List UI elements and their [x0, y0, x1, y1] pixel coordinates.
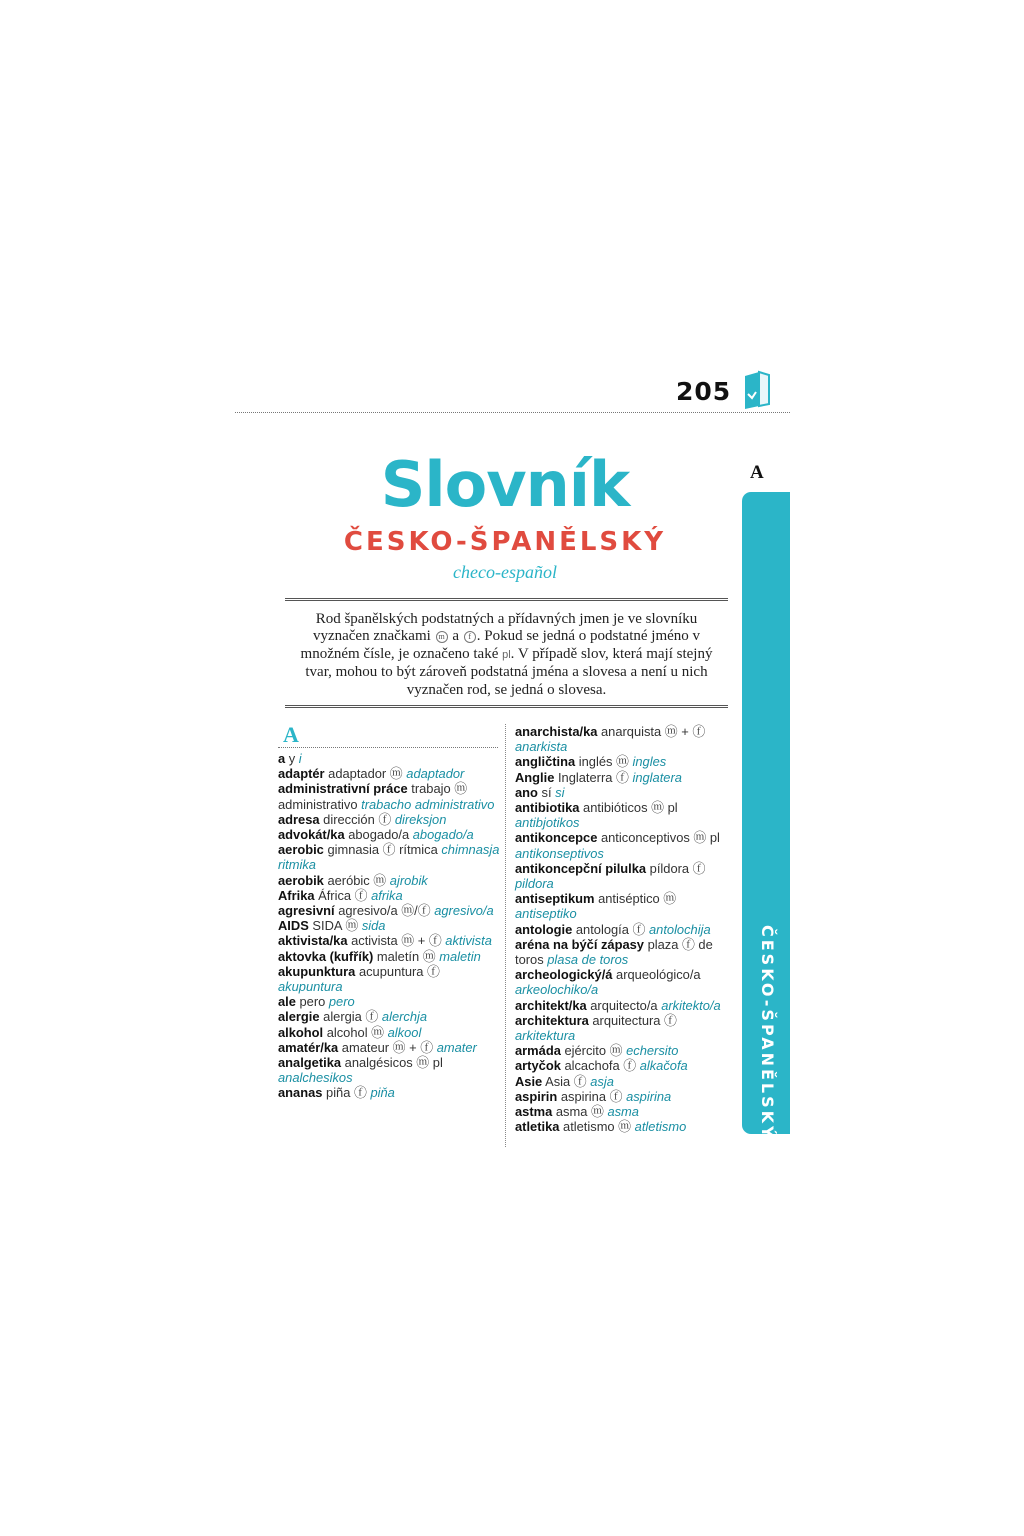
- dictionary-entry: [278, 873, 503, 888]
- entry-translation: SIDA ⓜ: [308, 918, 362, 934]
- dictionary-entry: [278, 964, 503, 994]
- entry-pronunciation: piňa: [370, 1085, 395, 1101]
- entry-translation: anarquista ⓜ + ⓕ: [597, 724, 706, 739]
- entry-pronunciation: inglatera: [632, 769, 682, 785]
- thumb-index-label: ČESKO-ŠPANĚLSKÝ: [758, 925, 777, 1141]
- dictionary-entry: [515, 967, 740, 997]
- dictionary-entry: [515, 1058, 740, 1073]
- dictionary-entry: [278, 1009, 503, 1024]
- section-divider: [278, 747, 498, 748]
- entry-headword: Asie: [515, 1073, 543, 1089]
- entry-headword: aktivista/ka: [278, 933, 348, 949]
- thumb-index-letter: A: [750, 462, 764, 483]
- entry-translation: acupuntura ⓕ: [355, 963, 440, 979]
- entry-pronunciation: akupuntura: [278, 979, 343, 995]
- entry-headword: archeologický/á: [515, 967, 613, 983]
- entry-headword: ano: [515, 784, 538, 800]
- entry-pronunciation: alkačofa: [639, 1058, 688, 1074]
- entry-translation: trabajo ⓜ administrativo: [278, 781, 468, 812]
- entry-headword: alergie: [278, 1009, 320, 1025]
- entry-pronunciation: direksjon: [394, 811, 447, 827]
- dictionary-entry: [515, 861, 740, 891]
- entry-pronunciation: anarkista: [515, 739, 568, 755]
- entry-translation: aeróbic ⓜ: [323, 872, 390, 888]
- entry-pronunciation: maletin: [439, 948, 481, 964]
- dictionary-entry: [278, 766, 503, 781]
- dictionary-entry: [515, 922, 740, 937]
- entry-headword: aktovka (kufřík): [278, 948, 374, 964]
- dictionary-entry: [278, 949, 503, 964]
- dictionary-entry: [278, 1085, 503, 1100]
- entry-pronunciation: adaptador: [406, 766, 465, 782]
- entry-headword: antibiotika: [515, 800, 580, 816]
- entry-headword: akupunktura: [278, 963, 356, 979]
- dictionary-entry: [515, 830, 740, 860]
- dictionary-entry: [278, 1055, 503, 1085]
- entry-pronunciation: plasa de toros: [547, 952, 629, 968]
- plural-mark: pl: [502, 648, 511, 661]
- entry-translation: agresivo/a ⓜ/ⓕ: [334, 903, 435, 919]
- entry-pronunciation: aspirina: [626, 1088, 672, 1104]
- entry-translation: alcohol ⓜ: [323, 1024, 388, 1040]
- entry-translation: adaptador ⓜ: [324, 766, 407, 782]
- entry-translation: África ⓕ: [314, 887, 372, 903]
- entry-pronunciation: aktivista: [445, 933, 492, 949]
- feminine-mark-icon: f: [464, 631, 476, 643]
- dictionary-entry: [278, 1040, 503, 1055]
- entry-headword: armáda: [515, 1043, 561, 1059]
- entry-translation: y: [285, 751, 299, 766]
- entry-pronunciation: abogado/a: [412, 827, 474, 843]
- entry-translation: atletismo ⓜ: [559, 1119, 635, 1135]
- entries-column-left: [278, 751, 503, 1101]
- entry-pronunciation: ingles: [632, 754, 667, 770]
- dictionary-entry: [515, 998, 740, 1013]
- column-divider: [505, 724, 506, 1147]
- dictionary-entry: [515, 770, 740, 785]
- entry-pronunciation: antikonseptivos: [515, 845, 604, 861]
- entry-translation: dirección ⓕ: [319, 811, 395, 827]
- entry-headword: architektura: [515, 1012, 589, 1028]
- entry-headword: antiseptikum: [515, 891, 595, 907]
- entry-translation: anticonceptivos ⓜ pl: [597, 830, 720, 846]
- entry-translation: amateur ⓜ + ⓕ: [338, 1039, 437, 1055]
- entry-translation: gimnasia ⓕ rítmica: [323, 842, 442, 858]
- dictionary-entry: [515, 891, 740, 921]
- page-subtitle: ČESKO-ŠPANĚLSKÝ: [343, 527, 667, 557]
- entry-pronunciation: alerchja: [381, 1009, 428, 1025]
- entry-translation: alergia ⓕ: [319, 1009, 382, 1025]
- entries-column-right: [515, 724, 740, 1134]
- entry-pronunciation: si: [555, 784, 565, 800]
- entry-translation: inglés ⓜ: [575, 754, 633, 770]
- entry-translation: antibióticos ⓜ pl: [579, 800, 678, 816]
- entry-headword: aspirin: [515, 1088, 558, 1104]
- entry-headword: adaptér: [278, 766, 325, 782]
- entry-translation: alcachofa ⓕ: [560, 1058, 640, 1074]
- entry-pronunciation: chimnasja ritmika: [278, 842, 500, 873]
- entry-headword: ananas: [278, 1085, 323, 1101]
- entry-translation: Asia ⓕ: [542, 1073, 591, 1089]
- entry-translation: asma ⓜ: [552, 1104, 608, 1120]
- entry-translation: aspirina ⓕ: [557, 1088, 627, 1104]
- entry-headword: administrativní práce: [278, 781, 408, 797]
- entry-headword: Afrika: [278, 887, 315, 903]
- page-title: Slovník: [380, 448, 630, 521]
- entry-pronunciation: i: [298, 751, 302, 766]
- entry-headword: architekt/ka: [515, 997, 587, 1013]
- dictionary-entry: [278, 812, 503, 827]
- entry-headword: adresa: [278, 811, 320, 827]
- entry-pronunciation: afrika: [371, 887, 403, 903]
- dictionary-entry: [515, 1104, 740, 1119]
- entry-headword: atletika: [515, 1119, 560, 1135]
- entry-headword: analgetika: [278, 1055, 342, 1071]
- entry-pronunciation: arkitekto/a: [661, 997, 721, 1013]
- entry-pronunciation: atletismo: [634, 1119, 687, 1135]
- entry-headword: ale: [278, 994, 296, 1010]
- entry-headword: agresivní: [278, 903, 335, 919]
- dictionary-entry: [515, 1119, 740, 1134]
- entry-translation: sí: [537, 784, 556, 800]
- dictionary-entry: [278, 888, 503, 903]
- entry-pronunciation: pero: [328, 994, 355, 1010]
- entry-pronunciation: alkool: [387, 1024, 422, 1040]
- entry-pronunciation: trabacho administrativo: [361, 796, 495, 812]
- entry-headword: antikoncepce: [515, 830, 598, 846]
- entry-pronunciation: analchesikos: [278, 1070, 353, 1086]
- dictionary-entry: [515, 1074, 740, 1089]
- entry-pronunciation: ajrobik: [389, 872, 428, 888]
- entry-pronunciation: antibjotikos: [515, 815, 580, 831]
- open-book-icon: [743, 370, 773, 410]
- entry-translation: píldora ⓕ: [646, 860, 706, 876]
- dictionary-entry: [515, 1013, 740, 1043]
- dictionary-entry: [278, 1025, 503, 1040]
- entry-headword: artyčok: [515, 1058, 561, 1074]
- entry-translation: abogado/a: [344, 827, 413, 843]
- entry-pronunciation: pildora: [515, 876, 554, 892]
- entry-headword: antikoncepční pilulka: [515, 860, 647, 876]
- entry-headword: aerobik: [278, 872, 324, 888]
- entry-headword: amatér/ka: [278, 1039, 339, 1055]
- header-divider: [235, 412, 790, 413]
- entry-translation: plaza ⓕ de toros: [515, 936, 713, 968]
- entry-translation: activista ⓜ + ⓕ: [347, 933, 446, 949]
- dictionary-entry: [278, 933, 503, 948]
- dictionary-entry: [278, 903, 503, 918]
- entry-translation: antiséptico ⓜ: [594, 891, 677, 907]
- entry-translation: antología ⓕ: [572, 921, 649, 937]
- masculine-mark-icon: m: [436, 631, 448, 643]
- entry-pronunciation: antolochija: [648, 921, 711, 937]
- entry-headword: angličtina: [515, 754, 576, 770]
- entry-translation: analgésicos ⓜ pl: [341, 1055, 443, 1071]
- entry-headword: aerobic: [278, 842, 324, 858]
- dictionary-entry: [515, 1043, 740, 1058]
- dictionary-entry: [278, 842, 503, 872]
- entry-pronunciation: arkitektura: [515, 1028, 576, 1044]
- entry-headword: aréna na býčí zápasy: [515, 936, 644, 952]
- entry-headword: AIDS: [278, 918, 309, 934]
- dictionary-entry: [278, 781, 503, 811]
- dictionary-entry: [515, 724, 740, 754]
- entry-pronunciation: asma: [607, 1104, 639, 1120]
- dictionary-entry: [278, 827, 503, 842]
- entry-headword: antologie: [515, 921, 573, 937]
- page-number: 205: [676, 377, 732, 406]
- entry-translation: maletín ⓜ: [373, 948, 440, 964]
- dictionary-entry: [515, 754, 740, 769]
- entry-pronunciation: agresivo/a: [434, 903, 494, 919]
- usage-note: [285, 598, 728, 708]
- entry-headword: a: [278, 751, 286, 766]
- entry-headword: alkohol: [278, 1024, 324, 1040]
- entry-headword: anarchista/ka: [515, 724, 598, 739]
- dictionary-entry: [515, 800, 740, 830]
- entry-pronunciation: arkeolochiko/a: [515, 982, 599, 998]
- dictionary-entry: [278, 918, 503, 933]
- dictionary-entry: [515, 1089, 740, 1104]
- dictionary-entry: [278, 751, 503, 766]
- section-letter: A: [283, 722, 299, 747]
- entry-translation: arquitectura ⓕ: [588, 1012, 677, 1028]
- entry-headword: advokát/ka: [278, 827, 345, 843]
- page-subtitle-spanish: checo-español: [453, 562, 557, 582]
- entry-pronunciation: asja: [590, 1073, 614, 1089]
- dictionary-entry: [515, 937, 740, 967]
- entry-translation: ejército ⓜ: [560, 1043, 627, 1059]
- entry-translation: Inglaterra ⓕ: [554, 769, 633, 785]
- entry-translation: arqueológico/a: [612, 967, 701, 983]
- entry-translation: pero: [295, 994, 329, 1010]
- usage-note-text: Rod španělských podstatných a přídavných jmen je ve slovníku vyznačen značkami m a f . Pokud se jedná o podstatné jméno v množném čísle, je označeno také pl. V případě slov, která mají stejný tvar, mohou to být zároveň podstatná jména a slovesa a není u nich vyznačen rod, se jedná o slovesa.: [300, 611, 713, 698]
- dictionary-entry: [278, 994, 503, 1009]
- entry-translation: arquitecto/a: [586, 997, 662, 1013]
- entry-headword: Anglie: [515, 769, 555, 785]
- entry-pronunciation: amater: [436, 1039, 477, 1055]
- entry-pronunciation: antiseptiko: [515, 906, 577, 922]
- entry-headword: astma: [515, 1104, 553, 1120]
- dictionary-entry: [515, 785, 740, 800]
- entry-translation: piña ⓕ: [322, 1085, 371, 1101]
- entry-pronunciation: sida: [361, 918, 386, 934]
- entry-pronunciation: echersito: [626, 1043, 679, 1059]
